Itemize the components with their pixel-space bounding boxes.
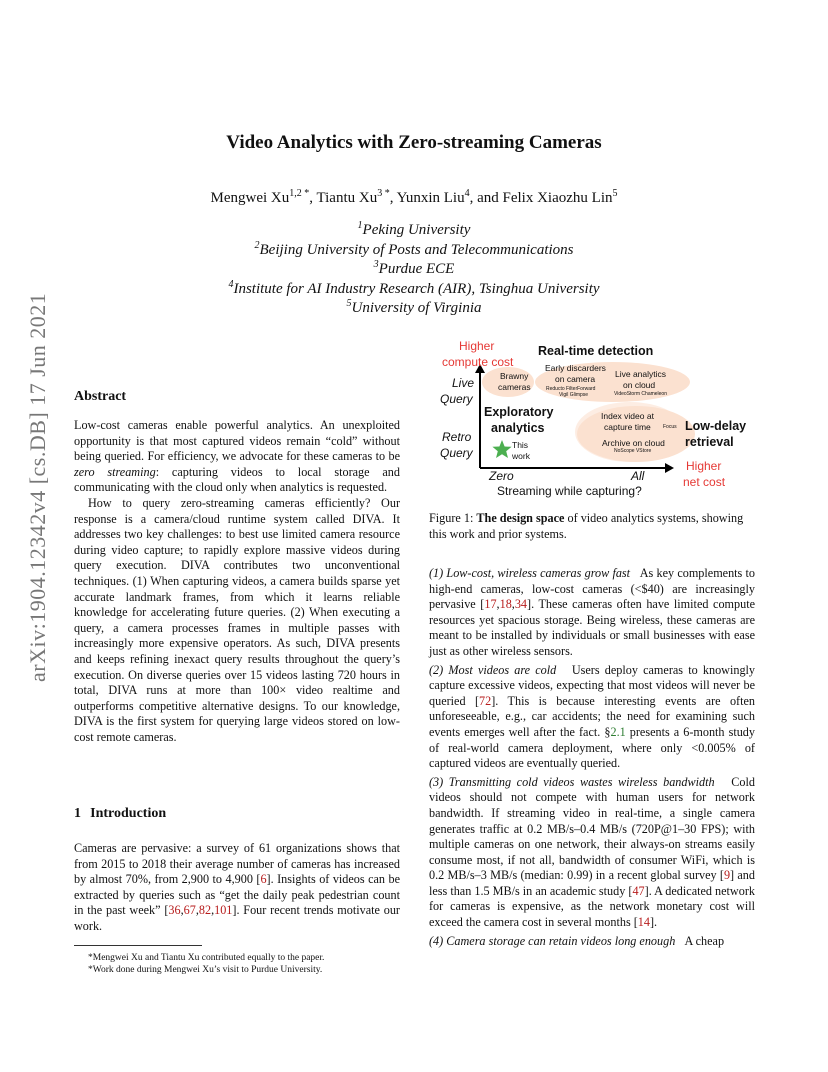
- live-cloud-label: on cloud: [623, 380, 656, 390]
- abstract-paragraph: How to query zero-streaming cameras efficiently? Our response is a camera/cloud runtime system called DIVA. It addresses two key challenges: to best use limited camera resource during video capture; to rapidly explore massive videos during query execution. DIVA contributes two unconventional techniques. (1) When capturing videos, a camera builds sparse yet accurate landmark frames, from which it learns reliable knowledge for accelerating future queries. (2) When executing a query, a camera processes frames in multiple passes with increasingly more expensive operators. As such, DIVA presents and keeps refining inexact query results throughout the query’s execution. On diverse queries over 15 videos lasting 720 hours in total, DIVA runs at more than 100× video realtime and outperforms competitive alternative designs. To our knowledge, DIVA is the first system for querying large videos stored on low-cost remote cameras.: [74, 495, 400, 744]
- affil-text: Institute for AI Industry Research (AIR), Tsinghua University: [233, 280, 600, 297]
- citation-link[interactable]: 47: [632, 883, 645, 898]
- footnote-rule: [74, 945, 202, 946]
- author-list: Mengwei $Xu^{1,2 *}$, Tiantu $Xu^{3 *}$, Yunxin Liu$^4$, and Felix Xiaozhu Lin$^5$: [210, 188, 618, 206]
- design-space-figure: [429, 336, 759, 506]
- text-run: A cheap: [684, 933, 725, 948]
- affiliation: [0, 221, 828, 241]
- affiliation: [0, 260, 828, 280]
- trend-paragraph: [429, 934, 755, 950]
- citation-link[interactable]: 72: [479, 693, 492, 708]
- affiliation: [0, 280, 828, 300]
- section-title: Introduction: [90, 806, 167, 821]
- y-live-label: Live: [452, 376, 475, 390]
- abstract-heading-text: Abstract: [74, 389, 127, 404]
- y-top-label: compute cost: [442, 355, 514, 369]
- author-name: Felix Xiaozhu Lin: [502, 190, 613, 206]
- x-right-label: Higher: [686, 459, 722, 473]
- exploratory-label: Exploratory: [484, 405, 554, 419]
- author-affil-sup: 1,2 *: [289, 188, 310, 199]
- text-run: Users deploy cameras to knowingly capture excessive videos, expecting that most videos will never be queried [: [429, 662, 756, 708]
- low-delay-label: Low-delay: [685, 419, 747, 433]
- early-label: Early discarders: [545, 363, 606, 373]
- index-systems: Focus: [663, 424, 677, 430]
- trend-title: (1) Low-cost, wireless cameras grow fast: [429, 566, 631, 580]
- affil-text: Beijing University of Posts and Telecommunications: [259, 241, 574, 258]
- caption-prefix: Figure 1:: [429, 511, 477, 525]
- index-video-label: Index video at: [601, 411, 654, 421]
- x-all-label: All: [631, 469, 645, 483]
- early-label: on camera: [555, 374, 596, 384]
- trend-paragraph: (1) Low-cost, wireless cameras grow fast As key complements to high-end cameras, low-cost cameras (<$40) are increasingly pervasive [17,18,34]. These cameras often have limited compute resources yet spacious storage. Being wireless, these cameras are meant to be installed by individuals or small businesses with ease just as other wireless sensors.: [429, 566, 756, 658]
- y-top-label: Higher: [459, 339, 495, 353]
- affil-num: 3: [373, 259, 379, 270]
- exploratory-label: analytics: [491, 421, 545, 435]
- citation-link[interactable]: 34: [514, 597, 528, 612]
- trend-paragraph: [429, 663, 755, 772]
- intro-paragraph: Cameras are pervasive: a survey of 61 organizations shows that from 2015 to 2018 their average number of cameras has increased by almost 70%, from 2,900 to 4,900 [6]. Insights of videos can be extracted by queries such as “get the daily peak pedestrian count in the past week” [36,67,82,101]. Four recent trends motivate our work.: [74, 841, 400, 933]
- text-run: ].: [649, 915, 658, 930]
- brawny-label: cameras: [498, 382, 531, 392]
- x-axis-label: Streaming while capturing?: [497, 484, 642, 498]
- text-run: As key complements to high-end cameras, low-cost cameras (<$40) are increasingly pervasive [: [429, 566, 756, 612]
- early-systems: Reducto FilterForward: [546, 386, 596, 392]
- affiliation: [0, 241, 828, 261]
- text-run-emph: zero streaming: [74, 464, 156, 479]
- intro-heading: [74, 806, 400, 822]
- text-run: Cold videos should not compete with human users for network bandwidth. If streaming video in real-time, a single camera generates traffic at 0.2 MB/s–0.4 MB/s (720P@1–30 FPS); with multiple cameras on one network, their always-on streams easily consume most, if not all, bandwidth of consumer WiFi, which is 0.2 MB/s–3 MB/s (median: 0.99) in a recent global survey [: [429, 774, 755, 883]
- citation-link[interactable]: 14: [637, 915, 650, 930]
- arxiv-stamp: arXiv:1904.12342v4 [cs.DB] 17 Jun 2021: [25, 292, 50, 682]
- figure-caption: [429, 511, 759, 542]
- affil-num: 1: [357, 220, 363, 231]
- intro-body: [74, 841, 400, 935]
- affil-num: 4: [228, 278, 234, 290]
- text-run: Low-cost cameras enable powerful analytics. An unexploited opportunity is that most captured videos remain “cold” without being queried. For efficiency, we advocate for these cameras to be: [74, 418, 400, 464]
- section-xref-link[interactable]: 2.1: [610, 724, 626, 739]
- trend-title: (2) Most videos are cold: [429, 662, 557, 677]
- this-work-label: This: [512, 440, 529, 450]
- trend-paragraph: [429, 775, 755, 931]
- citation-link[interactable]: 17: [484, 597, 497, 612]
- citation-link[interactable]: 9: [723, 868, 731, 883]
- live-cloud-systems: VideoStorm Chameleon: [614, 391, 667, 397]
- trend-title: (4) Camera storage can retain videos long enough: [429, 933, 676, 948]
- affiliation: [0, 299, 828, 319]
- affiliation-list: [0, 221, 828, 319]
- trend-title: (3) Transmitting cold videos wastes wireless bandwidth: [429, 774, 715, 789]
- early-systems: Vigil Glimpse: [559, 392, 589, 398]
- caption-bold: The design space: [476, 511, 565, 525]
- right-column-body: [429, 566, 755, 949]
- author-affil-sup: 4: [464, 188, 470, 199]
- citation-link[interactable]: 67: [183, 903, 196, 918]
- affil-num: 2: [254, 239, 260, 251]
- citation-link[interactable]: 6: [260, 872, 267, 887]
- archive-label: Archive on cloud: [602, 438, 665, 448]
- affil-text: University of Virginia: [351, 300, 482, 316]
- author-affil-sup: 3 *: [377, 188, 390, 199]
- index-video-label: capture time: [604, 422, 651, 432]
- this-work-label: work: [512, 451, 530, 461]
- y-live-label: Query: [440, 392, 473, 406]
- affil-text: Peking University: [362, 222, 471, 238]
- text-run: : capturing videos to local storage and communicating with the cloud only when analytics is requested.: [74, 464, 400, 495]
- x-zero-label: Zero: [489, 469, 514, 483]
- text-run: ]. This is because interesting events are often unforeseeable, e.g., car accidents; the need for examining such events emerges well after the fact. §: [429, 693, 756, 739]
- citation-link[interactable]: 36: [168, 903, 181, 918]
- abstract-body: [74, 418, 400, 745]
- affil-text: Purdue ECE: [378, 261, 455, 277]
- author-name: Tiantu Xu: [316, 190, 378, 206]
- citation-link[interactable]: 82: [198, 903, 212, 918]
- affil-num: 5: [346, 298, 352, 309]
- brawny-label: Brawny: [500, 371, 529, 381]
- author-affil-sup: 5: [612, 188, 618, 199]
- y-retro-label: Query: [440, 446, 473, 460]
- section-number: 1: [74, 806, 81, 821]
- text-run: ]. These cameras often have limited compute resources yet spacious storage. Being wireless, these cameras are meant to be installed by individuals or small businesses with ease just as other wireless sensors.: [429, 597, 755, 658]
- text-run: ]. Insights of videos can be extracted by queries such as “get the daily peak pedestrian count in the past week” [: [74, 872, 400, 918]
- realtime-title: Real-time detection: [538, 344, 654, 358]
- author-name: Mengwei Xu: [210, 190, 290, 206]
- author-name: Yunxin Liu: [396, 190, 465, 206]
- abstract-heading: [74, 389, 400, 405]
- low-delay-label: retrieval: [685, 435, 734, 449]
- x-axis-arrowhead: [665, 463, 674, 473]
- y-retro-label: Retro: [442, 430, 472, 444]
- footnote: *Mengwei Xu and Tiantu Xu contributed equally to the paper.: [88, 953, 325, 963]
- star-icon: [492, 440, 511, 458]
- text-run: presents a 6-month study of real-world camera deployment, where only <0.005% of captured videos are eventually queried.: [429, 724, 755, 771]
- live-cloud-label: Live analytics: [615, 369, 667, 379]
- citation-link[interactable]: 101: [214, 903, 233, 918]
- paper-title: Video Analytics with Zero-streaming Cameras: [226, 132, 602, 153]
- archive-systems: NoScope VStore: [614, 448, 652, 454]
- caption-text: of video analytics systems, showing this work and prior systems.: [429, 511, 744, 541]
- citation-link[interactable]: 18: [499, 597, 512, 612]
- text-run: Cameras are pervasive: a survey of 61 organizations shows that from 2015 to 2018 their average number of cameras has increased by almost 70%, from 2,900 to 4,900 [: [74, 841, 400, 887]
- text-run: ]. Four recent trends motivate our work.: [74, 903, 400, 933]
- text-run: ] and less than 1.5 MB/s in an academic study [: [429, 868, 755, 898]
- abstract-paragraph: [74, 418, 400, 496]
- text-run: ]. A dedicated network for cameras is expensive, as the network monetary cost will exceed the camera cost in several months [: [429, 883, 755, 930]
- footnote: *Work done during Mengwei Xu’s visit to Purdue University.: [88, 965, 323, 975]
- x-right-label: net cost: [683, 475, 726, 489]
